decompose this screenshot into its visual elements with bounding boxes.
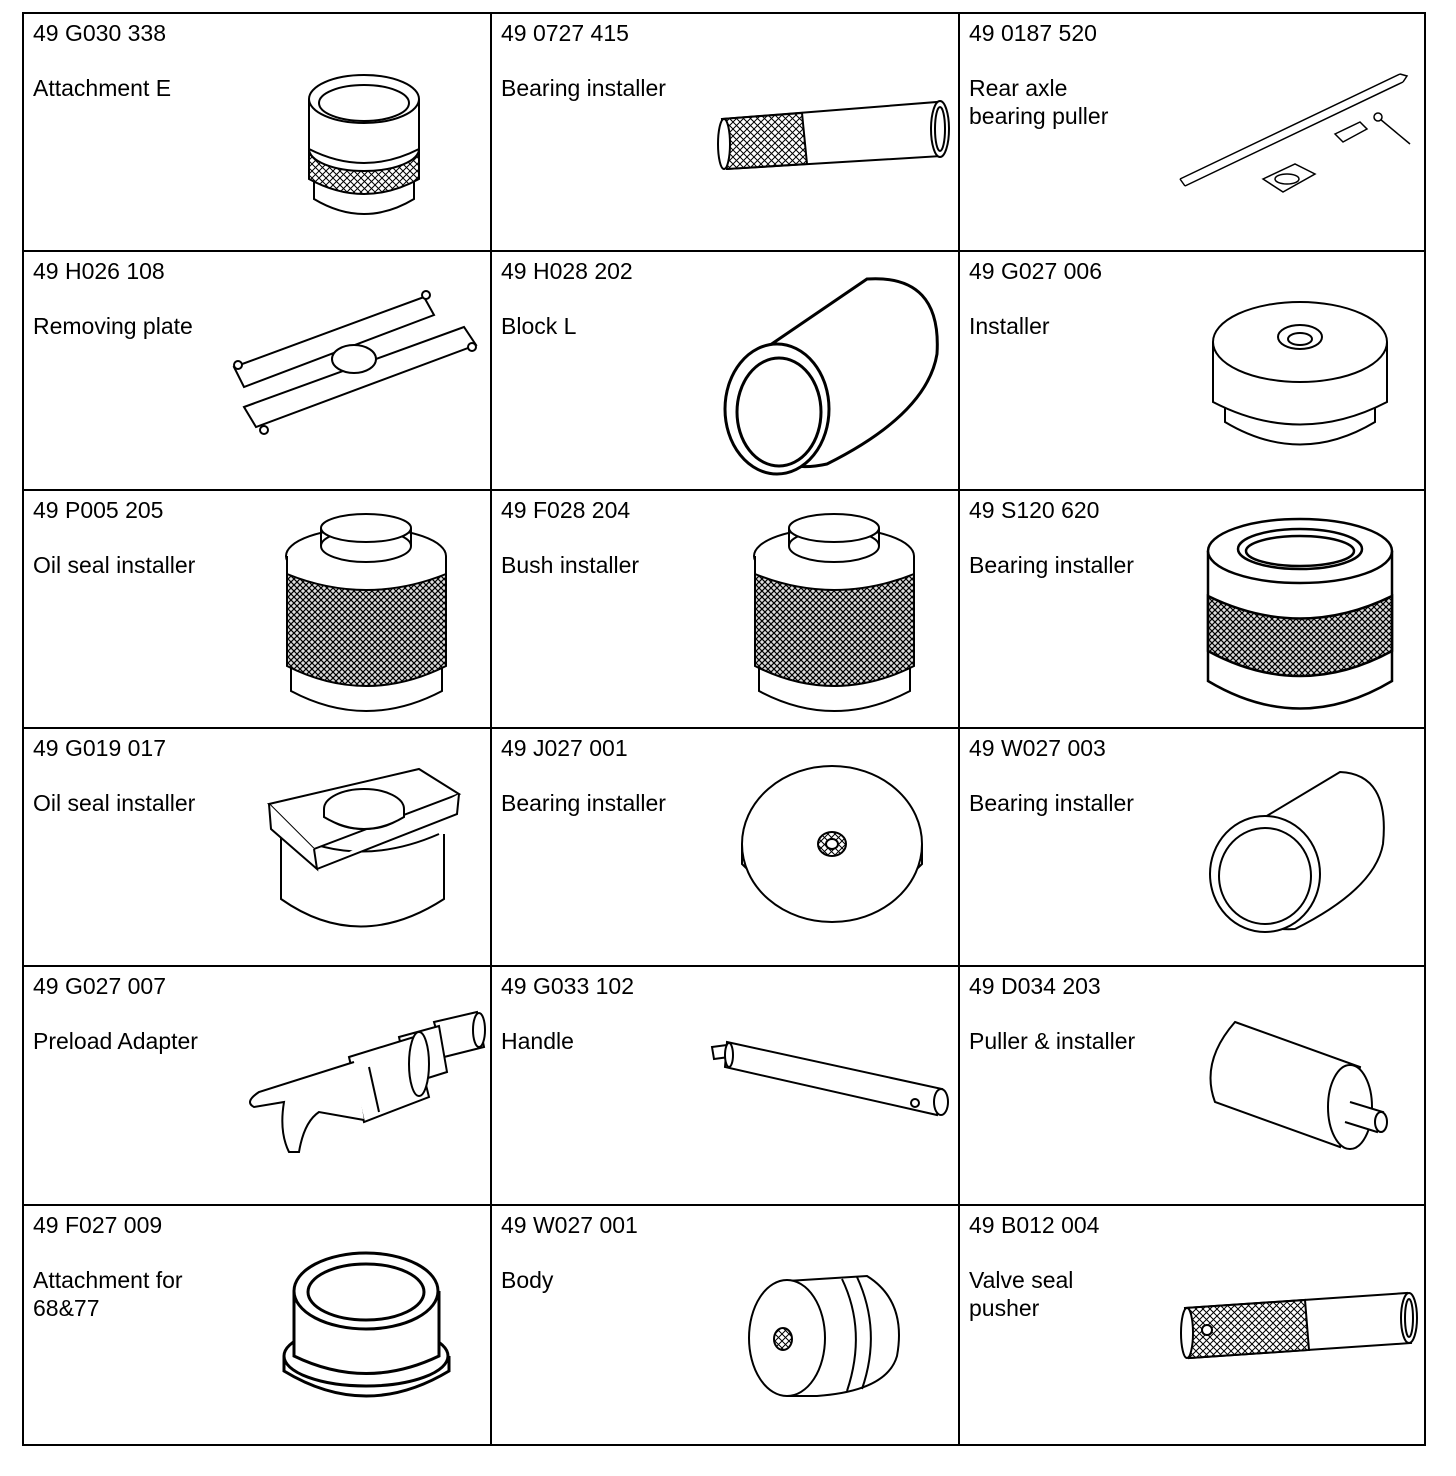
tool-cell — [960, 1206, 1424, 1444]
tool-cell — [24, 491, 492, 729]
bridge-installer-icon — [259, 759, 469, 949]
tool-cell — [24, 14, 492, 252]
tool-name: Body — [501, 1266, 554, 1293]
split-plate-icon — [224, 287, 484, 457]
knurled-cylinder-icon — [279, 516, 454, 716]
tool-name: Bearing installer — [969, 551, 1134, 578]
tool-cell — [960, 491, 1424, 729]
knurled-band-cylinder-icon — [1200, 511, 1400, 721]
tool-name: Bearing installer — [501, 75, 666, 101]
tool-cell — [960, 729, 1424, 967]
tool-cell — [24, 252, 492, 490]
tool-name: Preload Adapter — [33, 1028, 198, 1055]
tool-name: Attachment for 68&77 — [33, 1266, 183, 1321]
tool-code: 49 B012 004 — [969, 1211, 1100, 1238]
tool-cell — [960, 14, 1424, 252]
tool-name: Block L — [501, 313, 577, 340]
tool-cell — [24, 967, 492, 1205]
knurled-tube-icon — [1175, 1288, 1420, 1368]
cup-attachment-icon — [279, 1246, 454, 1411]
knurled-tube-icon — [712, 94, 952, 184]
tool-code: 49 P005 205 — [33, 496, 164, 523]
threaded-body-icon — [747, 1271, 907, 1401]
tool-name: Valve seal pusher — [969, 1266, 1074, 1321]
tool-code: 49 G033 102 — [501, 973, 635, 1000]
tool-cell — [492, 729, 960, 967]
short-tube-icon — [1205, 764, 1395, 939]
tool-cell — [960, 252, 1424, 490]
tool-code: 49 G030 338 — [33, 20, 167, 46]
tube-block-icon — [717, 264, 947, 474]
tool-grid — [22, 12, 1426, 1446]
threaded-disc-icon — [737, 764, 927, 929]
tool-name: Removing plate — [33, 313, 193, 340]
fork-adapter-icon — [239, 1012, 489, 1172]
tool-cell — [492, 967, 960, 1205]
tool-code: 49 0727 415 — [501, 20, 629, 46]
handle-rod-icon — [707, 1037, 957, 1127]
tool-name: Handle — [501, 1028, 574, 1055]
tool-cell — [960, 967, 1424, 1205]
tool-code: 49 D034 203 — [969, 973, 1101, 1000]
tool-name: Rear axle bearing puller — [969, 75, 1109, 129]
tool-code: 49 H028 202 — [501, 258, 633, 285]
tool-code: 49 G027 006 — [969, 258, 1103, 285]
tool-name: Oil seal installer — [33, 551, 196, 578]
tool-name: Bearing installer — [969, 789, 1134, 816]
cylinder-with-pin-icon — [1205, 1017, 1395, 1152]
ring-attachment-icon — [284, 59, 444, 219]
tool-cell — [492, 491, 960, 729]
tool-code: 49 G019 017 — [33, 734, 167, 761]
tool-code: 49 W027 001 — [501, 1211, 638, 1238]
tool-code: 49 F028 204 — [501, 496, 631, 523]
tool-name: Attachment E — [33, 75, 172, 101]
tool-cell — [492, 14, 960, 252]
tool-code: 49 J027 001 — [501, 734, 628, 761]
tool-code: 49 W027 003 — [969, 734, 1106, 761]
tool-code: 49 0187 520 — [969, 20, 1097, 46]
tool-name: Puller & installer — [969, 1028, 1136, 1055]
tool-code: 49 H026 108 — [33, 258, 165, 285]
knurled-cylinder-icon — [747, 516, 922, 716]
tool-cell — [24, 1206, 492, 1444]
tool-cell — [492, 252, 960, 490]
tool-code: 49 G027 007 — [33, 973, 167, 1000]
tool-cell — [24, 729, 492, 967]
tool-name: Installer — [969, 313, 1050, 340]
tool-code: 49 S120 620 — [969, 496, 1100, 523]
puller-kit-icon — [1175, 54, 1415, 214]
tool-name: Bearing installer — [501, 789, 666, 816]
tool-cell — [492, 1206, 960, 1444]
tool-name: Bush installer — [501, 551, 640, 578]
tool-code: 49 F027 009 — [33, 1211, 163, 1238]
tool-name: Oil seal installer — [33, 789, 196, 816]
disc-installer-icon — [1205, 292, 1395, 462]
